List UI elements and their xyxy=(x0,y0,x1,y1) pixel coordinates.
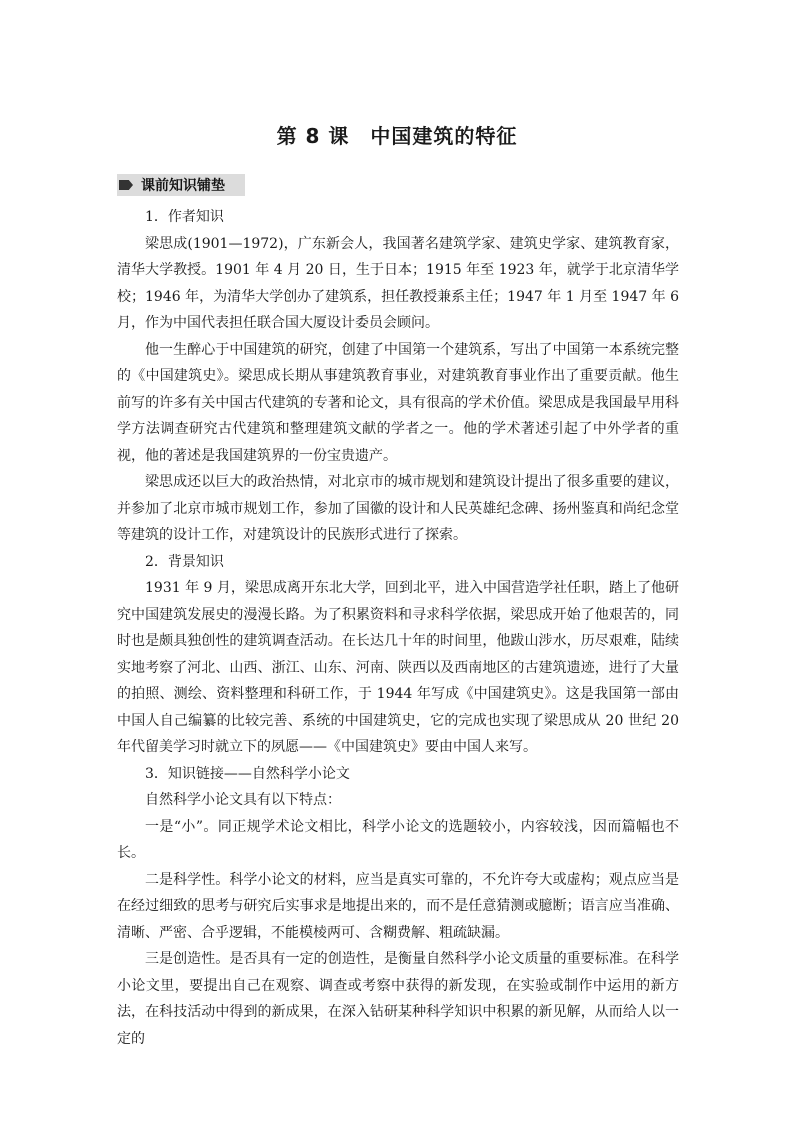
section-banner xyxy=(117,174,245,196)
heading-author-knowledge: 1．作者知识 xyxy=(145,209,224,225)
heading-knowledge-link: 3．知识链接——自然科学小论文 xyxy=(145,765,350,782)
paragraph-author-bio: 梁思成(1901—1972)，广东新会人，我国著名建筑学家、建筑史学家、建筑教育家，清华大学教授。1901 年 4 月 20 日，生于日本；1915 年至 1923 年，就学于北京清华学校；1946 年，为清华大学创办了建筑系，担任教授兼系主任；1947 年 1 月至 1947 年 6 月，作为中国代表担任联合国大厦设计委员会顾问。 xyxy=(117,235,679,331)
paragraph-feature-creative: 三是创造性。是否具有一定的创造性，是衡量自然科学小论文质量的重要标准。在科学小论文里，要提出自己在观察、调查或考察中获得的新发现，在实验或制作中运用的新方法，在科技活动中得到的新成果，在深入钻研某种科学知识中积累的新见解，从而给人以一定的 xyxy=(117,951,679,1047)
paragraph-author-research: 他一生醉心于中国建筑的研究，创建了中国第一个建筑系，写出了中国第一本系统完整的《中国建筑史》。梁思成长期从事建筑教育事业，对建筑教育事业作出了重要贡献。他生前写的许多有关中国古代建筑的专著和论文，具有很高的学术价值。梁思成是我国最早用科学方法调查研究古代建筑和整理建筑文献的学者之一。他的学术著述引起了中外学者的重视，他的著述是我国建筑界的一份宝贵遗产。 xyxy=(117,341,679,464)
arrow-marker-icon xyxy=(119,180,133,190)
paragraph-background: 1931 年 9 月，梁思成离开东北大学，回到北平，进入中国营造学社任职，踏上了他研究中国建筑发展史的漫漫长路。为了积累资料和寻求科学依据，梁思成开始了他艰苦的，同时也是颇具独创性的建筑调查活动。在长达几十年的时间里，他跋山涉水，历尽艰难，陆续实地考察了河北、山西、浙江、山东、河南、陕西以及西南地区的古建筑遗迹，进行了大量的拍照、测绘、资料整理和科研工作，于 1944 年写成《中国建筑史》。这是我国第一部由中国人自己编纂的比较完善、系统的中国建筑史，它的完成也实现了梁思成从 20 世纪 20 年代留美学习时就立下的夙愿——《中国建筑史》要由中国人来写。 xyxy=(117,580,679,755)
paragraph-feature-scientific: 二是科学性。科学小论文的材料，应当是真实可靠的，不允许夸大或虚构；观点应当是在经过细致的思考与研究后实事求是地提出来的，而不是任意猜测或臆断；语言应当准确、清晰、严密、合乎逻辑，不能模棱两可、含糊费解、粗疏缺漏。 xyxy=(117,871,679,941)
section-banner-label: 课前知识铺垫 xyxy=(141,178,225,194)
paragraph-feature-small: 一是“小”。同正规学术论文相比，科学小论文的选题较小，内容较浅，因而篇幅也不长。 xyxy=(117,818,679,861)
paragraph-author-design: 梁思成还以巨大的政治热情，对北京市的城市规划和建筑设计提出了很多重要的建议，并参加了北京市城市规划工作，参加了国徽的设计和人民英雄纪念碑、扬州鉴真和尚纪念堂等建筑的设计工作，对建筑设计的民族形式进行了探索。 xyxy=(117,474,679,543)
paragraph-features-intro: 自然科学小论文具有以下特点： xyxy=(145,792,341,808)
page-title: 第 8 课 中国建筑的特征 xyxy=(276,124,518,148)
heading-background-knowledge: 2．背景知识 xyxy=(145,553,224,570)
document-body xyxy=(117,204,679,1052)
